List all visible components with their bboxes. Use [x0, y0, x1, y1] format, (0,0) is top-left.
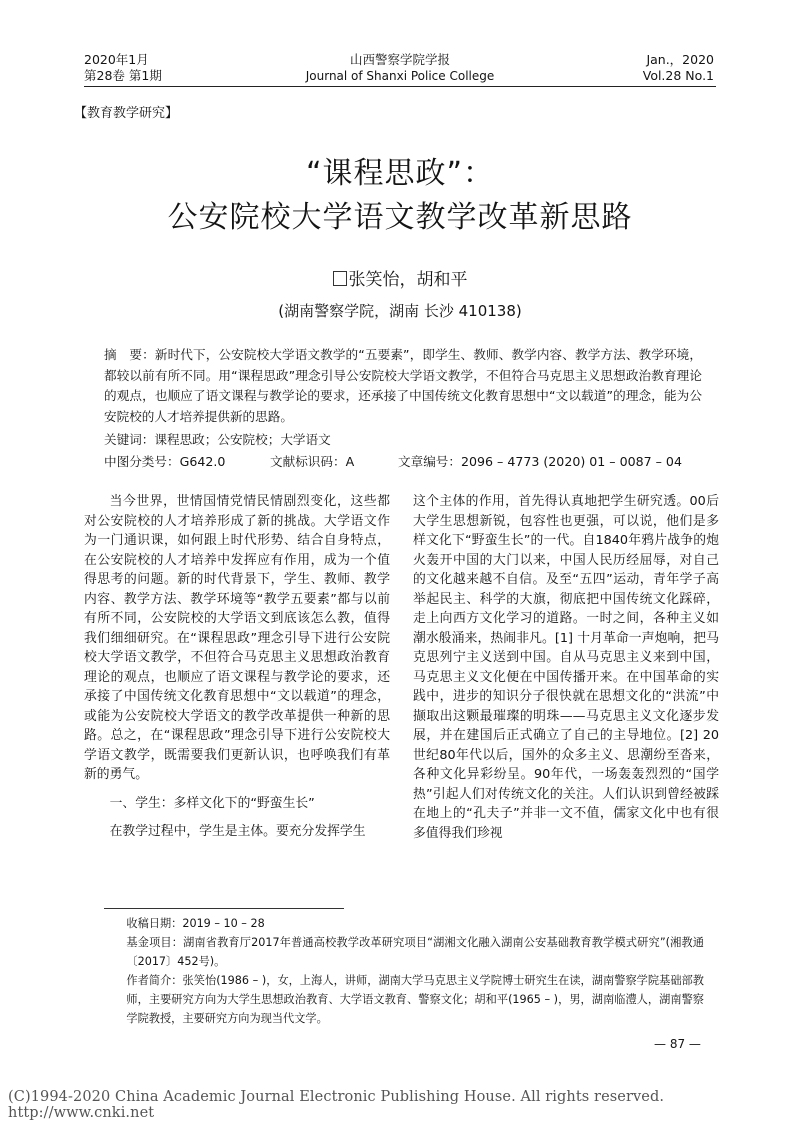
doc-code: [270, 452, 354, 472]
journal-title-cn: 山西警察学院学报: [349, 52, 450, 67]
footnote-fund: 基金项目：湖南省教育厅2017年普通高校教学改革研究项目“湖湘文化融入湖南公安基础教育教学模式研究”(湘教通〔2017〕452号)。: [126, 936, 704, 968]
clc: [104, 452, 225, 472]
section-heading-1: 一、学生：多样文化下的“野蛮生长”: [109, 795, 315, 811]
affiliation: (湖南警察学院，湖南 长沙 410138): [278, 302, 522, 320]
keywords-label: 关键词：: [104, 432, 155, 447]
keywords-text: 课程思政；公安院校；大学语文: [154, 432, 331, 447]
author-mark-icon: [333, 271, 347, 286]
abstract: [104, 345, 702, 428]
article-number-label: 文章编号：: [398, 454, 461, 469]
volume-cn: 第28卷 第1期: [84, 68, 162, 83]
issue-date-en: Jan.，2020: [646, 52, 714, 67]
article-number-value: 2096 – 4773 (2020) 01 – 0087 – 04: [460, 454, 682, 469]
body-left-column: [84, 492, 390, 842]
issue-date-cn: 2020年1月: [84, 52, 149, 67]
page-number: — 87 —: [654, 1037, 701, 1051]
doc-code-label: 文献标识码：: [270, 454, 346, 469]
header-rule: [84, 86, 716, 87]
volume-en: Vol.28 No.1: [642, 68, 714, 83]
abstract-label: 摘 要：: [104, 347, 155, 362]
article-number: [398, 452, 682, 472]
copyright-line: (C)1994-2020 China Academic Journal Electronic Publishing House. All rights reserved. http://www.cnki.net: [8, 1089, 665, 1121]
footnote-bio: 作者简介：张笑怡(1986 – )，女，上海人，讲师，湖南大学马克思主义学院博士研究生在读，湖南警察学院基础部教师，主要研究方向为大学生思想政治教育、大学语文教育、警察文化；胡和平(1965 – )，男，湖南临澧人，湖南警察学院教授，主要研究方向为现当代文学。: [126, 974, 704, 1025]
abstract-text: 新时代下，公安院校大学语文教学的“五要素”，即学生、教师、教学内容、教学方法、教学环境，都较以前有所不同。用“课程思政”理念引导公安院校大学语文教学，不但符合马克思主义思想政治教育理论的观点，也顺应了语文课程与教学论的要求，还承接了中国传统文化教育思想中“文以载道”的理念，能为公安院校的人才培养提供新的思路。: [104, 347, 702, 425]
body-paragraph: 在教学过程中，学生是主体。要充分发挥学生: [109, 824, 366, 839]
keywords: [104, 430, 331, 450]
authors: [0, 265, 800, 290]
doc-code-value: A: [345, 454, 355, 469]
footnote-rule: [104, 908, 344, 909]
article-title-line2: 公安院校大学语文教学改革新思路: [167, 200, 633, 235]
clc-value: G642.0: [179, 454, 226, 469]
article-title-line1: “课程思政”：: [305, 156, 495, 191]
clc-label: 中图分类号：: [104, 454, 180, 469]
author-names: 张笑怡，胡和平: [348, 270, 468, 290]
footnote-received: 收稿日期：2019 – 10 – 28: [126, 917, 265, 930]
body-paragraph: 这个主体的作用，首先得认真地把学生研究透。00后大学生思想新锐，包容性也更强，可以说，他们是多样文化下“野蛮生长”的一代。自1840年鸦片战争的炮火轰开中国的大门以来，中国人民历经屈辱，对自己的文化越来越不自信。及至“五四”运动，青年学子高举起民主、科学的大旗，彻底把中国传统文化踩碎，走上向西方文化学习的道路。一时之间，各种主义如潮水般涌来，热闹非凡。[1] 十月革命一声炮响，把马克思列宁主义送到中国。自从马克思主义来到中国，马克思主义文化便在中国传播开来。在中国革命的实践中，进步的知识分子很快就在思想文化的“洪流”中撷取出这颗最璀璨的明珠——马克思主义文化逐步发展，并在建国后正式确立了自己的主导地位。[2] 20世纪80年代以后，国外的众多主义、思潮纷至沓来，各种文化异彩纷呈。90年代，一场轰轰烈烈的“国学热”引起人们对传统文化的关注。人们认识到曾经被踩在地上的“孔夫子”并非一文不值，儒家文化中也有很多值得我们珍视: [413, 494, 719, 841]
body-paragraph: 当今世界，世情国情党情民情剧烈变化，这些都对公安院校的人才培养形成了新的挑战。大学语文作为一门通识课，如何跟上时代形势、结合自身特点，在公安院校的人才培养中发挥应有作用，成为一个值得思考的问题。新的时代背景下，学生、教师、教学内容、教学方法、教学环境等“教学五要素”都与以前有所不同，公安院校的大学语文到底该怎么教，值得我们细细研究。在“课程思政”理念引导下进行公安院校大学语文教学，不但符合马克思主义思想政治教育理论的观点，也顺应了语文课程与教学论的要求，还承接了中国传统文化教育思想中“文以载道”的理念，或能为公安院校大学语文的教学改革提供一种新的思路。总之，在“课程思政”理念引导下进行公安院校大学语文教学，既需要我们更新认识，也呼唤我们有革新的勇气。: [84, 494, 390, 782]
journal-title-en: Journal of Shanxi Police College: [305, 69, 495, 83]
footnotes: [104, 914, 704, 1028]
section-tag: 【教育教学研究】: [74, 106, 179, 121]
body-right-column: [413, 492, 719, 843]
